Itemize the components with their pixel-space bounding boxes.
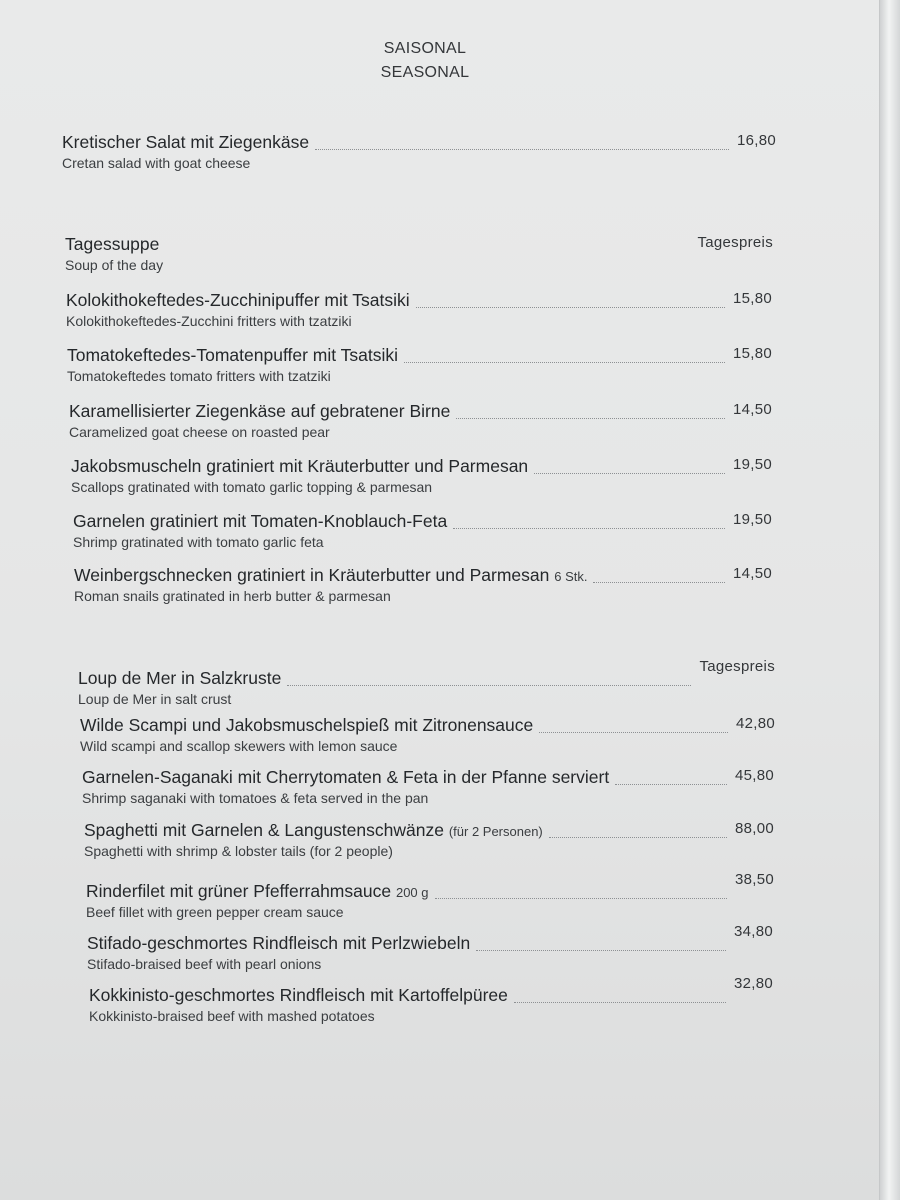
menu-item	[87, 923, 773, 972]
dish-description-english: Beef fillet with green pepper cream sauce	[86, 904, 344, 920]
menu-item-row	[66, 290, 772, 314]
dish-name	[84, 820, 543, 841]
dish-price: Tagespreis	[699, 658, 775, 675]
dish-portion: 6 Stk.	[554, 569, 588, 584]
dish-description-english: Spaghetti with shrimp & lobster tails (for 2 people)	[84, 843, 393, 859]
dot-leader	[593, 580, 725, 583]
menu-item	[84, 820, 774, 859]
menu-item	[73, 511, 772, 550]
dish-price: 19,50	[732, 511, 772, 528]
dish-description-english: Caramelized goat cheese on roasted pear	[69, 424, 330, 440]
dish-description-english: Shrimp saganaki with tomatoes & feta served in the pan	[82, 790, 429, 806]
dish-name	[74, 565, 587, 586]
dish-name	[67, 345, 398, 366]
menu-item	[67, 345, 772, 384]
section-heading-english: SEASONAL	[380, 64, 470, 81]
dish-name	[89, 985, 508, 1006]
menu-item-row	[73, 511, 772, 535]
menu-item	[62, 132, 776, 171]
dot-leader	[435, 896, 727, 899]
dish-price: 16,80	[736, 132, 776, 149]
dish-description-english: Tomatokeftedes tomato fritters with tzatziki	[67, 368, 331, 384]
dish-price: 45,80	[734, 767, 774, 784]
dish-price: 34,80	[733, 923, 773, 940]
dish-name	[86, 881, 429, 902]
dish-price: Tagespreis	[697, 234, 773, 251]
dish-name	[73, 511, 447, 532]
dot-leader	[456, 416, 725, 419]
dish-name	[65, 234, 159, 255]
menu-item	[82, 767, 774, 806]
dish-name-german: Spaghetti mit Garnelen & Langustenschwänze	[84, 820, 444, 840]
dish-name	[66, 290, 410, 311]
dot-leader	[287, 683, 691, 686]
dish-description-english: Cretan salad with goat cheese	[62, 155, 251, 171]
dot-leader	[539, 730, 728, 733]
dish-price: 19,50	[732, 456, 772, 473]
dish-name-german: Weinbergschnecken gratiniert in Kräuterbutter und Parmesan	[74, 565, 550, 585]
dish-name	[69, 401, 450, 422]
dot-leader	[453, 526, 725, 529]
menu-item-row	[87, 923, 773, 957]
dish-name-german: Kretischer Salat mit Ziegenkäse	[62, 132, 310, 152]
dot-leader	[615, 782, 727, 785]
menu-item-row	[89, 975, 773, 1009]
dish-name-german: Kokkinisto-geschmortes Rindfleisch mit Kartoffelpüree	[89, 985, 508, 1005]
dish-price: 15,80	[732, 345, 772, 362]
dish-name-german: Garnelen-Saganaki mit Cherrytomaten & Feta in der Pfanne serviert	[82, 767, 610, 787]
dish-description-english: Stifado-braised beef with pearl onions	[87, 956, 322, 972]
menu-item	[65, 234, 773, 273]
dish-price: 15,80	[732, 290, 772, 307]
menu-item-row	[82, 767, 774, 791]
menu-item-row	[86, 871, 774, 905]
dish-description-english: Shrimp gratinated with tomato garlic feta	[73, 534, 324, 550]
dish-description-english: Wild scampi and scallop skewers with lemon sauce	[80, 738, 398, 754]
menu-item-row	[80, 715, 775, 739]
menu-item	[89, 975, 773, 1024]
dish-price: 38,50	[734, 871, 774, 888]
dish-price: 42,80	[735, 715, 775, 732]
dish-name-german: Tagessuppe	[65, 234, 160, 254]
dish-price: 88,00	[734, 820, 774, 837]
dish-name	[71, 456, 528, 477]
dish-description-english: Kokkinisto-braised beef with mashed potatoes	[89, 1008, 375, 1024]
dish-name-german: Loup de Mer in Salzkruste	[78, 668, 282, 688]
menu-item	[80, 715, 775, 754]
dish-name-german: Tomatokeftedes-Tomatenpuffer mit Tsatsiki	[67, 345, 399, 365]
menu-item-row	[67, 345, 772, 369]
menu-item-row	[78, 658, 775, 692]
dish-portion: (für 2 Personen)	[448, 824, 543, 839]
section-heading-german: SAISONAL	[383, 40, 467, 57]
dish-name	[80, 715, 533, 736]
dot-leader	[416, 305, 725, 308]
dish-description-english: Soup of the day	[65, 257, 164, 273]
dish-name-german: Stifado-geschmortes Rindfleisch mit Perlzwiebeln	[87, 933, 471, 953]
dish-name	[62, 132, 309, 153]
menu-item	[69, 401, 772, 440]
dish-name-german: Kolokithokeftedes-Zucchinipuffer mit Tsatsiki	[66, 290, 410, 310]
dish-name-german: Karamellisierter Ziegenkäse auf gebratener Birne	[69, 401, 451, 421]
menu-item-row	[71, 456, 772, 480]
dish-name	[78, 668, 281, 689]
menu-item-row	[62, 132, 776, 156]
menu-item	[86, 871, 774, 920]
menu-item-row	[69, 401, 772, 425]
dish-name-german: Jakobsmuscheln gratiniert mit Kräuterbutter und Parmesan	[71, 456, 529, 476]
menu-item	[74, 565, 772, 604]
dish-portion: 200 g	[395, 885, 429, 900]
menu-item-row	[74, 565, 772, 589]
menu-item-row	[65, 234, 773, 258]
dot-leader	[534, 471, 725, 474]
dish-description-english: Loup de Mer in salt crust	[78, 691, 232, 707]
dot-leader	[404, 360, 725, 363]
dish-name	[87, 933, 470, 954]
menu-item-row	[84, 820, 774, 844]
menu-item	[78, 658, 775, 707]
dish-description-english: Kolokithokeftedes-Zucchini fritters with tzatziki	[66, 313, 352, 329]
dot-leader	[514, 1000, 726, 1003]
dish-description-english: Scallops gratinated with tomato garlic topping & parmesan	[71, 479, 433, 495]
dish-name-german: Wilde Scampi und Jakobsmuschelspieß mit Zitronensauce	[80, 715, 534, 735]
dot-leader	[549, 835, 727, 838]
dot-leader	[476, 948, 726, 951]
dish-price: 32,80	[733, 975, 773, 992]
dish-name	[82, 767, 609, 788]
dish-name-german: Garnelen gratiniert mit Tomaten-Knoblauch-Feta	[73, 511, 448, 531]
menu-sleeve-edge	[879, 0, 900, 1200]
dot-leader	[315, 147, 729, 150]
menu-item	[66, 290, 772, 329]
dish-name-german: Rinderfilet mit grüner Pfefferrahmsauce	[86, 881, 392, 901]
menu-item	[71, 456, 772, 495]
dish-price: 14,50	[732, 401, 772, 418]
dish-description-english: Roman snails gratinated in herb butter & parmesan	[74, 588, 391, 604]
dish-price: 14,50	[732, 565, 772, 582]
